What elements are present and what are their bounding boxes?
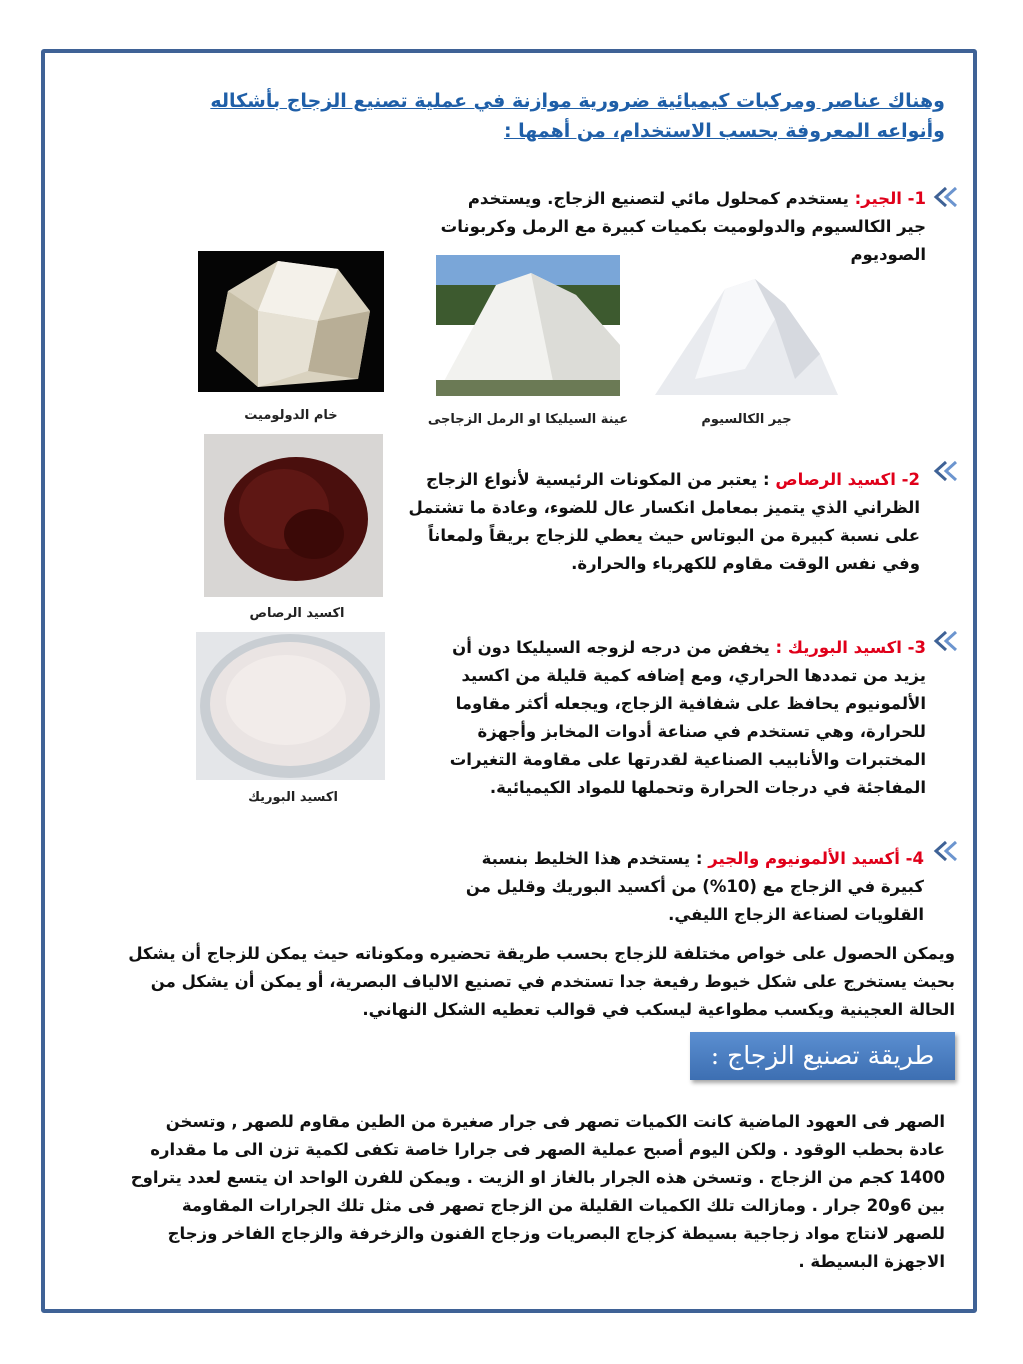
item-1-text: يستخدم كمحلول مائي لتصنيع الزجاج. ويستخدم جير الكالسيوم والدولوميت بكميات كبيرة مع الرمل وكربونات الصوديوم: [440, 189, 926, 264]
chevron-left-icon: [932, 460, 960, 482]
silica-caption: عينة السيليكا او الرمل الزجاجى: [427, 412, 629, 427]
intro-heading: [200, 86, 945, 146]
lead-oxide-photo: [204, 434, 383, 597]
item-2-paragraph: [405, 466, 920, 578]
intro-heading-line1: وهناك عناصر ومركبات كيميائية ضرورية موازنة في عملية تصنيع الزجاج بأشكاله: [210, 90, 945, 112]
chevron-left-icon: [932, 630, 960, 652]
lead-oxide-caption: اكسيد الرصاص: [249, 606, 345, 621]
boric-oxide-photo: [196, 632, 385, 780]
item-4-paragraph: [460, 845, 924, 929]
item-2-text: : يعتبر من المكونات الرئيسية لأنواع الزجاج الظراني الذي يتميز بمعامل انكسار عال للضوء، وعادة ما تشتمل على نسبة كبيرة من البوتاس حيث يعطي للزجاج بريقاً ولمعاناً وفي نفس الوقت مقاوم للكهرباء والحرارة.: [408, 470, 920, 573]
item-3-paragraph: [440, 634, 926, 802]
item-2-label: 2- اكسيد الرصاص: [775, 470, 920, 489]
chevron-left-icon: [932, 186, 960, 208]
method-paragraph: الصهر فى العهود الماضية كانت الكميات تصهر فى جرار صغيرة من الطين مقاوم للصهر , وتسخن عادة بحطب الوقود . ولكن اليوم أصبح عملية الصهر فى جرارا خاصة تكفى لكمية تزن الى ما مقداره 1400 كجم من الزجاج . وتسخن هذه الجرار بالغاز او الزيت . ويمكن للفرن الواحد ان يتسع لعدد يتراوح بين 6و20 جرار . ومازالت تلك الكميات القليلة من الزجاج تصهر فى مثل تلك الجرارات المقاومة للصهر لانتاج مواد زجاجية بسيطة كزجاج البصريات وزجاج الفنون والزخرفة والزجاج الفاخر وزجاج الاجهزة البسيطة .: [130, 1112, 945, 1271]
chevron-left-icon: [932, 840, 960, 862]
item-3-text: يخفض من درجه لزوجه السيليكا دون أن يزيد من تمددها الحراري، ومع إضافه كمية قليلة من اكسيد الألمونيوم يحافظ على شفافية الزجاج، ويجعله أكثر مقاوما للحرارة، وهي تستخدم في صناعة أدوات المخابز وأجهزة المختبرات والأنابيب الصناعية لقدرتها على مقاومة التغيرات المفاجئة في درجات الحرارة وتحملها للمواد الكيميائية.: [449, 638, 926, 797]
calcium-lime-photo: [655, 259, 838, 395]
dolomite-photo: [198, 251, 384, 392]
item-3-label: 3- اكسيد البوريك :: [775, 638, 926, 657]
summary-paragraph: ويمكن الحصول على خواص مختلفة للزجاج بحسب طريقة تحضيره ومكوناته حيث يمكن للزجاج أن يشكل بحيث يستخرج على شكل خيوط رفيعة جدا تستخدم في تصنيع الالياف البصرية، أو يمكن أن يشكل من الحالة العجينية ويكسب مطواعية ليسكب في قوالب تعطيه الشكل النهاني.: [128, 944, 955, 1019]
calcium-caption: جير الكالسيوم: [701, 412, 792, 427]
item-4-text: : يستخدم هذا الخليط بنسبة كبيرة في الزجاج مع (10%) من أكسيد البوريك وقليل من القلويات لصناعة الزجاج الليفي.: [465, 849, 924, 924]
dolomite-caption: خام الدولوميت: [244, 408, 338, 423]
boric-oxide-caption: اكسيد البوريك: [248, 790, 338, 805]
section-title: طريقة تصنيع الزجاج :: [690, 1032, 955, 1080]
silica-sand-photo: [436, 255, 620, 396]
item-4-label: 4- أكسيد الألمونيوم والجير: [708, 849, 924, 868]
intro-heading-line2: وأنواعه المعروفة بحسب الاستخدام، من أهمها :: [503, 120, 945, 142]
item-1-label: 1- الجير:: [854, 189, 926, 208]
